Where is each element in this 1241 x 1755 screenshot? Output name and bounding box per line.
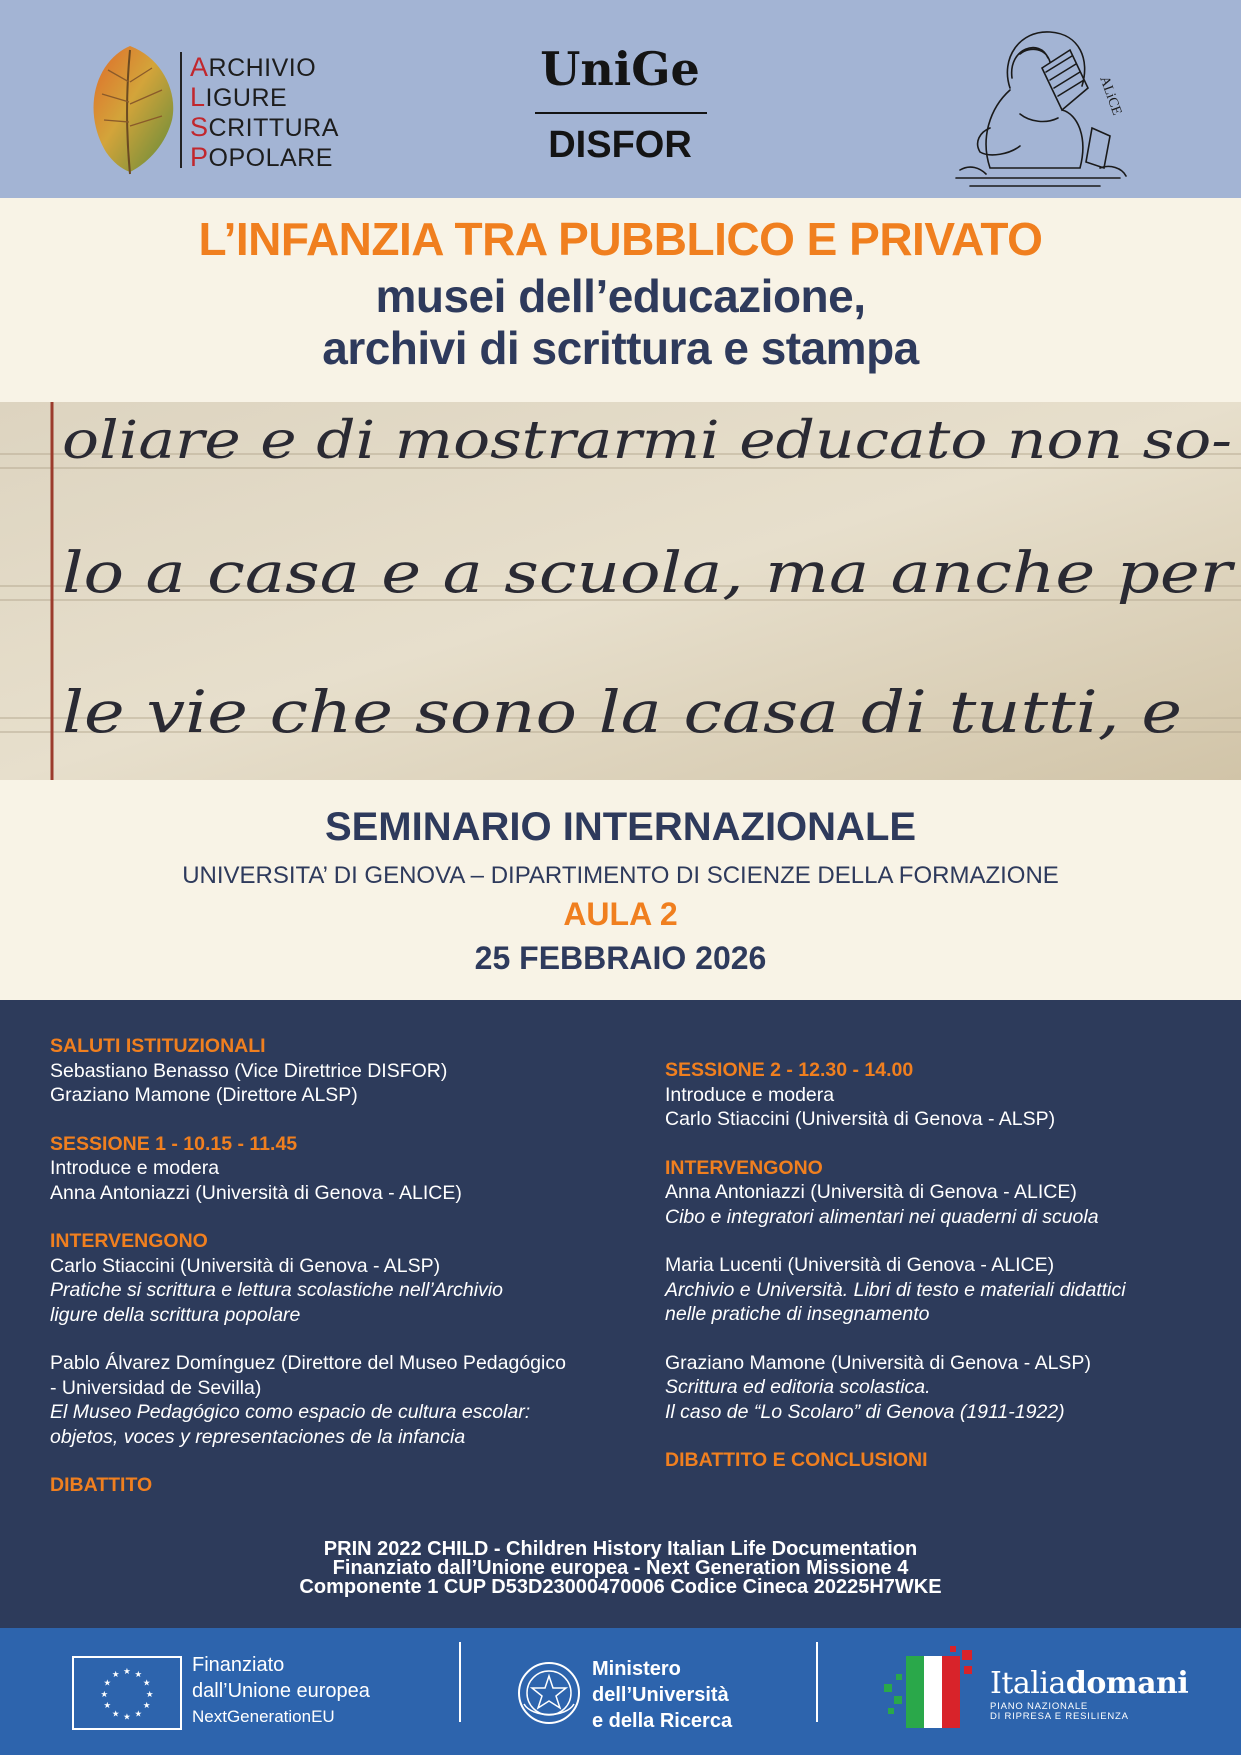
- section-heading: SESSIONE 2 - 12.30 - 14.00: [665, 1059, 914, 1081]
- alsp-divider: [180, 52, 182, 168]
- italiadomani-wordmark: Italiadomani: [990, 1666, 1189, 1701]
- moderator: Anna Antoniazzi (Università di Genova - ALICE): [50, 1181, 462, 1204]
- speaker: Maria Lucenti (Università di Genova - ALICE): [665, 1254, 1055, 1276]
- event-subtitle-line-2: archivi di scrittura e stampa: [322, 322, 919, 374]
- ministry-line-1: Ministero: [592, 1658, 681, 1680]
- eu-star-icon: ★: [134, 1670, 143, 1681]
- handwriting-line-1: oliare e di mostrarmi educato non so-: [62, 411, 1232, 471]
- talk-title: Il caso de “Lo Scolaro” di Genova (1911-1922): [665, 1400, 1065, 1423]
- eu-star-icon: ★: [142, 1678, 151, 1689]
- footer-divider: [459, 1642, 461, 1722]
- alice-reading-sketch-icon: [950, 18, 1140, 193]
- section-heading: DIBATTITO E CONCLUSIONI: [665, 1449, 928, 1471]
- speaker: Anna Antoniazzi (Università di Genova - ALICE): [665, 1181, 1077, 1203]
- leaf-logo-icon: [82, 42, 177, 177]
- funding-line-2: Finanziato dall’Unione europea - Next Generation Missione 4: [332, 1557, 909, 1579]
- eu-star-icon: ★: [123, 1667, 131, 1678]
- speaker: Carlo Stiaccini (Università di Genova - ALSP): [50, 1254, 441, 1277]
- seminar-date: 25 FEBBRAIO 2026: [474, 940, 767, 976]
- footer-divider: [816, 1642, 818, 1722]
- program-right-column: [665, 1058, 1205, 1473]
- pnrr-tagline: PIANO NAZIONALE DI RIPRESA E RESILIENZA: [990, 1701, 1129, 1722]
- funding-note: [0, 1540, 1241, 1597]
- program-left-column: [50, 1034, 620, 1498]
- handwriting-photo: [0, 402, 1241, 780]
- eu-line-3: NextGenerationEU: [192, 1707, 335, 1726]
- funding-line-3: Componente 1 CUP D53D23000470006 Codice Cineca 20225H7WKE: [299, 1576, 942, 1598]
- handwriting-line-3: le vie che sono la casa di tutti, e: [62, 678, 1182, 746]
- section-heading: SESSIONE 1 - 10.15 - 11.45: [50, 1132, 298, 1155]
- section-heading: SALUTI ISTITUZIONALI: [50, 1035, 266, 1057]
- seminar-room: AULA 2: [563, 896, 678, 932]
- talk-title: nelle pratiche di insegnamento: [665, 1303, 930, 1325]
- speaker: Sebastiano Benasso (Vice Direttrice DISFOR): [50, 1059, 448, 1082]
- eu-line-1: Finanziato: [192, 1654, 285, 1676]
- alsp-line-4: POPOLARE: [190, 142, 333, 172]
- eu-line-2: dall’Unione europea: [192, 1680, 370, 1702]
- eu-star-icon: ★: [103, 1701, 112, 1712]
- disfor-label: DISFOR: [548, 124, 692, 166]
- talk-title: Scrittura ed editoria scolastica.: [665, 1376, 931, 1398]
- ministry-line-3: e della Ricerca: [592, 1710, 733, 1732]
- speaker: Graziano Mamone (Direttore ALSP): [50, 1084, 358, 1106]
- speaker: - Universidad de Sevilla): [50, 1376, 262, 1399]
- talk-title: Archivio e Università. Libri di testo e materiali didattici: [665, 1278, 1126, 1301]
- ministry-line-2: dell’Università: [592, 1684, 729, 1706]
- moderator: Carlo Stiaccini (Università di Genova - ALSP): [665, 1108, 1056, 1130]
- eu-star-icon: ★: [103, 1678, 112, 1689]
- seminar-title: SEMINARIO INTERNAZIONALE: [324, 805, 917, 849]
- event-subtitle-line-1: musei dell’educazione,: [375, 270, 866, 322]
- talk-title: Pratiche si scrittura e lettura scolastiche nell’Archivio: [50, 1279, 504, 1301]
- talk-title: objetos, voces y representaciones de la infancia: [50, 1425, 466, 1448]
- alsp-line-1: ARCHIVIO: [190, 52, 317, 82]
- talk-title: ligure della scrittura popolare: [50, 1303, 301, 1326]
- unige-logo: UniGe: [540, 42, 700, 96]
- handwriting-line-2: lo a casa e a scuola, ma anche per: [62, 541, 1236, 606]
- eu-star-icon: ★: [123, 1712, 131, 1723]
- speaker: Pablo Álvarez Domínguez (Direttore del Museo Pedagógico: [50, 1352, 566, 1374]
- section-heading: DIBATTITO: [50, 1474, 153, 1496]
- eu-star-icon: ★: [134, 1709, 143, 1720]
- moderator-label: Introduce e modera: [50, 1157, 220, 1179]
- italiadomani-logo-icon: [878, 1644, 984, 1736]
- eu-star-icon: ★: [111, 1709, 120, 1720]
- italian-emblem-icon: [516, 1660, 582, 1726]
- funding-line-1: PRIN 2022 CHILD - Children History Italian Life Documentation: [323, 1538, 918, 1560]
- event-subtitle: [0, 270, 1241, 374]
- section-heading: INTERVENGONO: [50, 1230, 208, 1252]
- ministry-label: [592, 1656, 792, 1734]
- eu-star-icon: ★: [111, 1670, 120, 1681]
- alice-label: ALiCE: [1096, 74, 1125, 118]
- seminar-venue: UNIVERSITA’ DI GENOVA – DIPARTIMENTO DI SCIENZE DELLA FORMAZIONE: [182, 862, 1059, 889]
- section-heading: INTERVENGONO: [665, 1156, 823, 1179]
- event-title: L’INFANZIA TRA PUBBLICO E PRIVATO: [198, 213, 1043, 265]
- speaker: Graziano Mamone (Università di Genova - ALSP): [665, 1351, 1091, 1374]
- eu-flag-icon: [72, 1656, 182, 1730]
- talk-title: Cibo e integratori alimentari nei quaderni di scuola: [665, 1205, 1099, 1228]
- alsp-line-2: LIGURE: [190, 82, 288, 112]
- eu-star-icon: ★: [145, 1689, 154, 1700]
- unige-rule: [535, 112, 707, 114]
- talk-title: El Museo Pedagógico como espacio de cultura escolar:: [50, 1401, 531, 1423]
- eu-funding-label: [192, 1652, 412, 1730]
- moderator-label: Introduce e modera: [665, 1083, 835, 1106]
- eu-star-icon: ★: [100, 1689, 109, 1700]
- alsp-line-3: SCRITTURA: [190, 112, 339, 142]
- italiadomani-label: [990, 1668, 1190, 1722]
- eu-star-icon: ★: [142, 1701, 151, 1712]
